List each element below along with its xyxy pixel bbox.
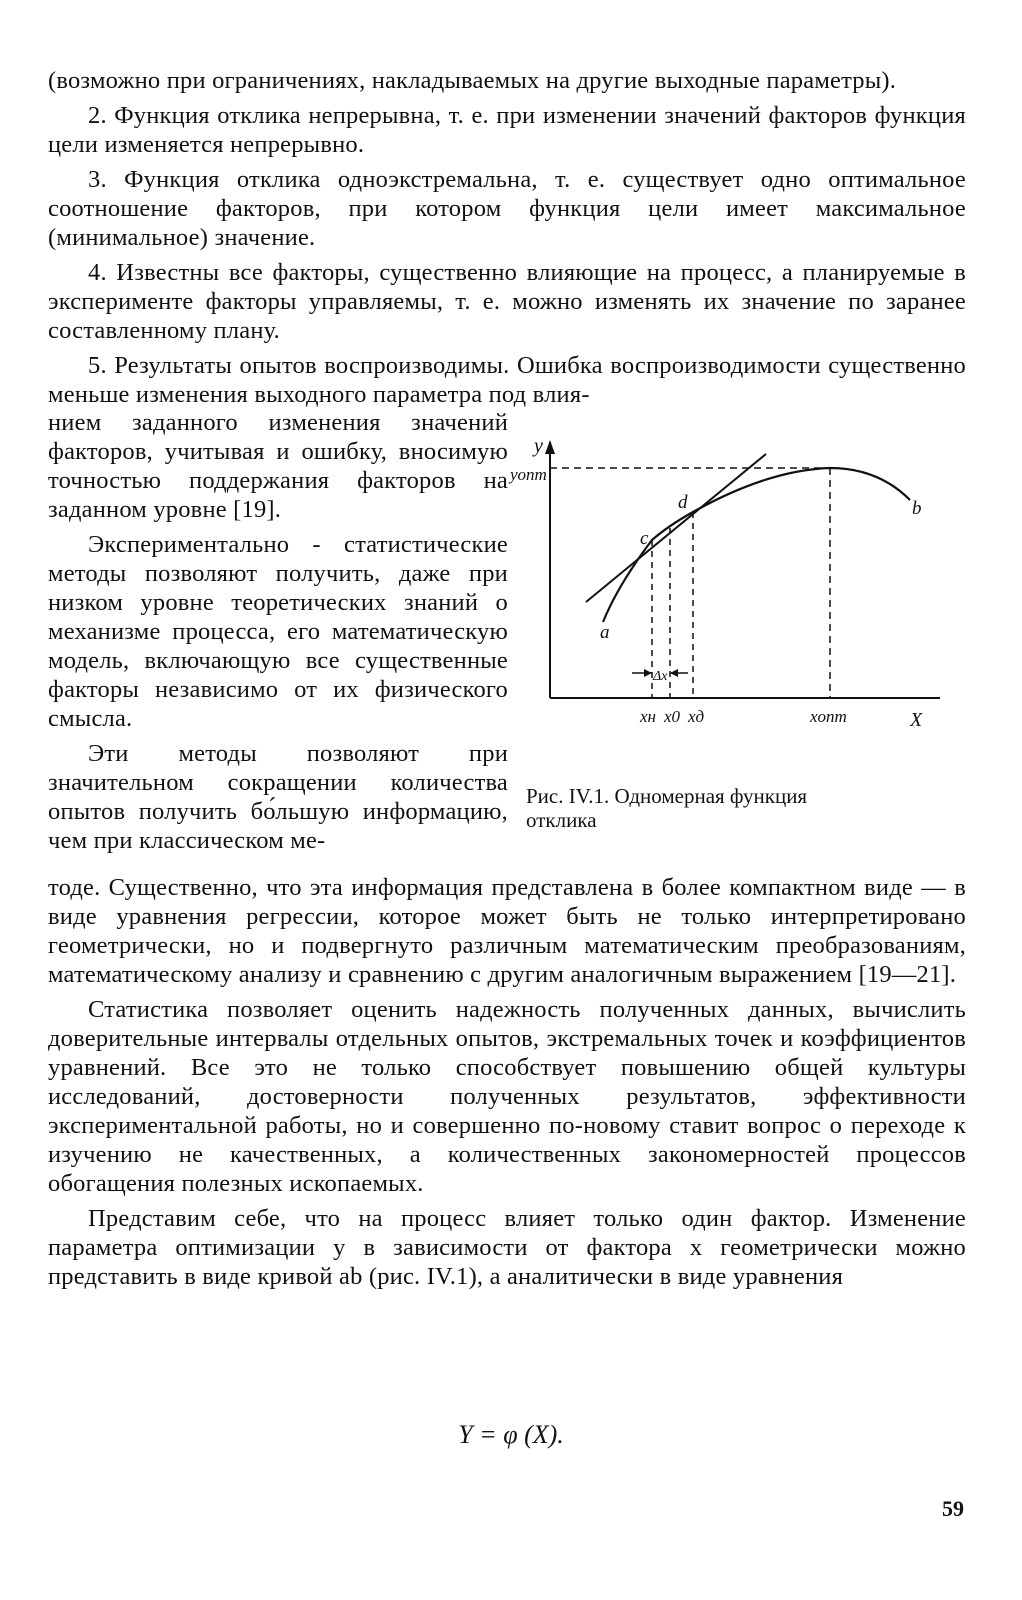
equation: Y = φ (X).: [458, 1420, 564, 1449]
paragraph: Представим себе, что на процесс влияет только один фактор. Изменение параметра оптимизации y в зависимости от фактора x геометрически можно представить в виде кривой ab (рис. IV.1), а аналитически в виде уравнения: [48, 1205, 966, 1290]
point-d-label: d: [678, 492, 688, 513]
paragraph: Экспериментально - статистические методы позволяют получить, даже при низком уровне теоретических знаний о механизме процесса, его математическую модель, включающую все существенные факторы независимо от их физического смысла.: [48, 531, 508, 732]
point-b-label: b: [912, 498, 922, 519]
secant-line-cd: [586, 454, 766, 602]
delta-x-arrowhead-right: [670, 669, 678, 677]
paragraph: 3. Функция отклика одноэкстремальна, т. е. существует одно оптимальное соотношение факторов, при котором функция цели имеет максимальное (минимальное) значение.: [48, 166, 966, 251]
x-n-label: xн: [640, 707, 656, 726]
x-axis-label: X: [910, 709, 923, 731]
figure-response-function: [508, 440, 978, 760]
caption-line: Рис. IV.1. Одномерная функция: [526, 784, 808, 808]
paragraph: 5. Результаты опытов воспроизводимы. Ошибка воспроизводимости существенно меньше изменения выходного параметра под влия-: [48, 352, 966, 408]
x-d-label: xд: [688, 707, 705, 726]
figure-caption: [526, 784, 966, 832]
paragraph: нием заданного изменения значений факторов, учитывая и ошибку, вносимую точностью поддержания факторов на заданном уровне [19].: [48, 409, 508, 523]
y-axis-label: y: [534, 440, 543, 457]
x-0-label: x0: [664, 707, 681, 726]
delta-x-label: Δx: [653, 669, 668, 684]
paragraph: 4. Известны все факторы, существенно влияющие на процесс, а планируемые в эксперименте факторы управляемы, т. е. можно изменять их значение по заранее составленному плану.: [48, 259, 966, 344]
paragraph: тоде. Существенно, что эта информация представлена в более компактном виде — в виде уравнения регрессии, которое может быть не только интерпретировано геометрически, но и подвергнуто различным математическим преобразованиям, математическому анализу и сравнению с другим аналогичным выражением [19—21].: [48, 874, 966, 988]
delta-x-arrowhead-left: [644, 669, 652, 677]
point-c-label: c: [640, 528, 649, 549]
paragraph: Эти методы позволяют при значительном сокращении количества опытов получить бо́льшую информацию, чем при классическом ме-: [48, 740, 508, 854]
page-number: 59: [942, 1496, 964, 1521]
narrow-text-block: [48, 408, 508, 855]
response-function-diagram: [508, 440, 978, 760]
paragraph: 2. Функция отклика непрерывна, т. е. при изменении значений факторов функция цели изменяется непрерывно.: [48, 102, 966, 158]
y-opt-label: yопт: [510, 465, 547, 484]
paragraph: Статистика позволяет оценить надежность полученных данных, вычислить доверительные интервалы отдельных опытов, экстремальных точек и коэффициентов уравнений. Все это не только способствует повышению общей культуры исследований, достоверности полученных результатов, эффективности экспериментальной работы, но и совершенно по-новому ставит вопрос о переходе к изучению не качественных, а количественных закономерностей процессов обогащения полезных ископаемых.: [48, 996, 966, 1197]
bottom-text-block: [48, 873, 966, 1291]
curve-ab: [603, 468, 910, 622]
top-text-block: [48, 66, 966, 409]
point-a-label: a: [600, 622, 610, 643]
caption-line: отклика: [526, 808, 597, 832]
x-opt-label: xопт: [810, 707, 847, 726]
paragraph: (возможно при ограничениях, накладываемых на другие выходные параметры).: [48, 67, 897, 94]
y-axis-arrow: [545, 440, 555, 454]
